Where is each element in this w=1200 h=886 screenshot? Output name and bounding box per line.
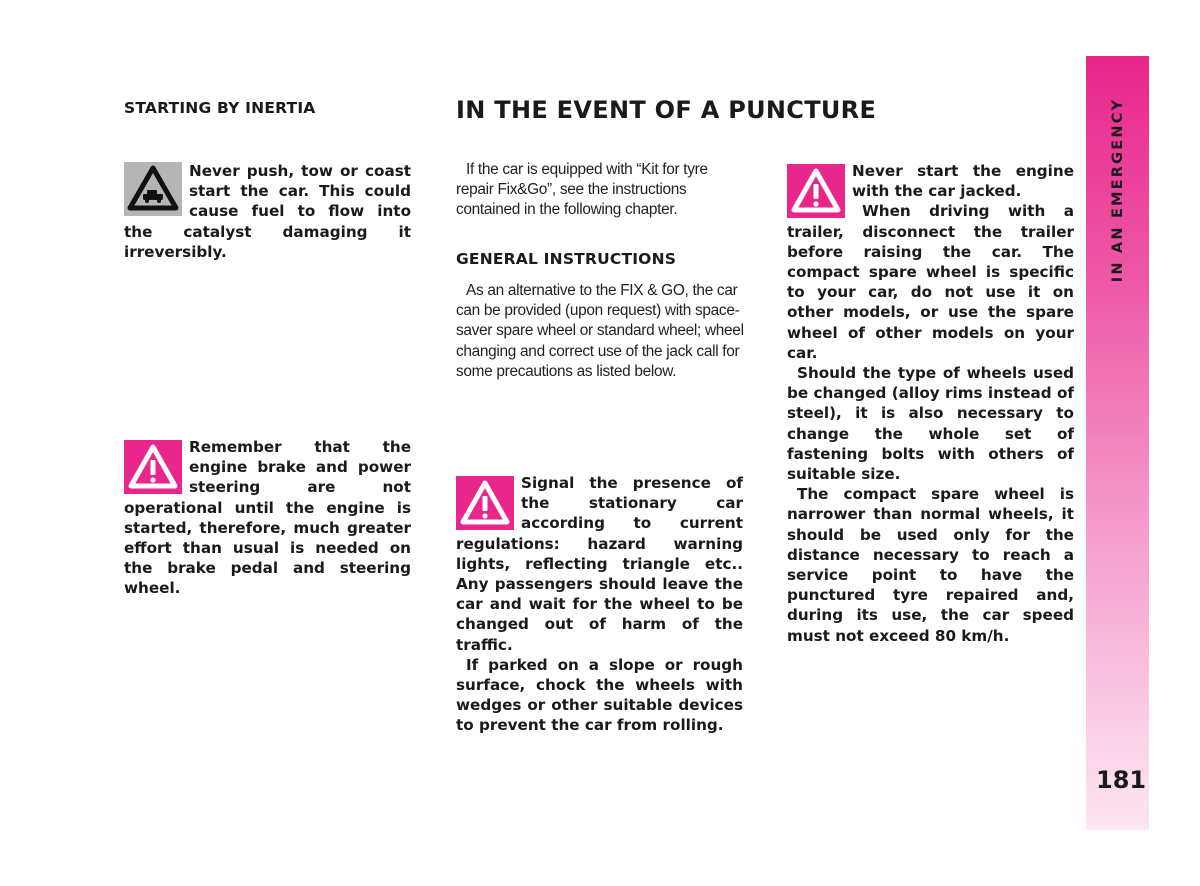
signal-car-warning-para2: If parked on a slope or rough surface, chock the wheels with wedges or other suitable devices to prevent the car from rolling.	[456, 655, 743, 735]
car-push-warning-icon	[124, 162, 182, 216]
warning-triangle-icon	[456, 476, 514, 530]
jack-warning-para2: When driving with a trailer, disconnect the trailer before raising the car. The compact spare wheel is specific to your car, do not use it on other models, or use the spare wheel of other models on your car.	[787, 202, 1074, 362]
push-tow-warning-text: Never push, tow or coast start the car. This could cause fuel to flow into the catalyst damaging it irreversibly.	[124, 162, 411, 261]
general-instructions-heading: GENERAL INSTRUCTIONS	[456, 250, 677, 268]
jack-warning	[787, 161, 1074, 646]
page-number: 181	[1096, 766, 1147, 794]
warning-triangle-icon	[787, 164, 845, 218]
fix-and-go-intro-text: If the car is equipped with “Kit for tyre repair Fix&Go”, see the instructions contained in the following chapter.	[456, 161, 708, 219]
signal-car-warning	[456, 473, 743, 736]
jack-warning-para4: The compact spare wheel is narrower than normal wheels, it should be used only for the distance necessary to reach a service point to have the punctured tyre repaired and, during its use, the car speed must not exceed 80 km/h.	[787, 485, 1074, 645]
general-instructions-body: As an alternative to the FIX & GO, the car can be provided (upon request) with space-saver spare wheel or standard wheel; wheel changing and correct use of the jack call for some precautions as listed below.	[456, 282, 744, 380]
general-instructions-text	[456, 281, 746, 382]
warning-triangle-icon	[124, 440, 182, 494]
engine-brake-warning	[124, 437, 411, 599]
chapter-label	[1106, 97, 1130, 283]
page-title: IN THE EVENT OF A PUNCTURE	[456, 96, 877, 124]
jack-warning-para3: Should the type of wheels used be changed (alloy rims instead of steel), it is also necessary to change the whole set of fastening bolts with others of suitable size.	[787, 364, 1074, 484]
chapter-label-text: IN AN EMERGENCY	[1110, 97, 1126, 283]
fix-and-go-intro	[456, 160, 744, 221]
push-tow-warning	[124, 161, 411, 262]
starting-by-inertia-heading: STARTING BY INERTIA	[124, 99, 316, 117]
jack-warning-para1: Never start the engine with the car jacked.	[852, 162, 1074, 201]
engine-brake-warning-text: Remember that the engine brake and power steering are not operational until the engine is started, therefore, much greater effort than usual is needed on the brake pedal and steering wheel.	[124, 438, 411, 598]
signal-car-warning-para1: Signal the presence of the stationary car according to current regulations: hazard warning lights, reflecting triangle etc.. Any passengers should leave the car and wait for the wheel to be changed out of harm of the traffic.	[456, 474, 743, 654]
